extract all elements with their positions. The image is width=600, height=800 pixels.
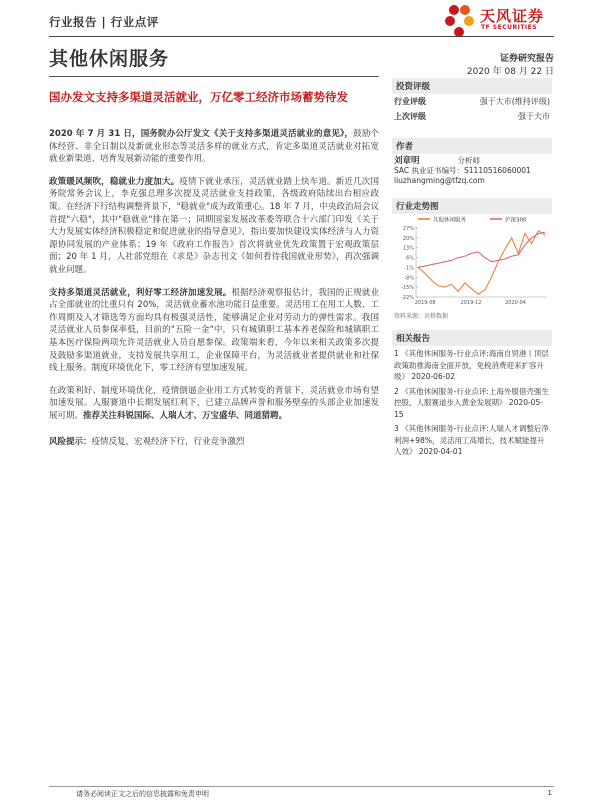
report-date: 2020 年 08 月 22 日 — [466, 67, 554, 77]
paragraph-4 — [49, 385, 379, 423]
footer-rule — [49, 786, 554, 787]
paragraph-3 — [49, 287, 379, 375]
brand-logo — [442, 4, 557, 38]
trend-chart — [392, 214, 552, 309]
paragraph-2-text: 疫情下就业承压，灵活就业踏上快车道。新近几次国务院常务会议上，李克强总理多次提及灵活就业支持政策，各级政府陆续出台相应政策。在经济下行结构调整背景下，"稳就业"成为政策重心。18 年 7 月，中央政治局会议首提"六稳"，其中"稳就业"排在第一；同期国家发展改革委等联合十六部门印发《关于大力发展实体经济积极稳定和促进就业的指导意见》，指出要加快建设实体经济与人力资源协同发展的产业体系；19 年《政府工作报告》首次将就业优先政策置于宏观政策层面；20 年 1 月，人社部党组在《求是》杂志刊文《如何看待我国就业形势》，再次强调就业问题。 — [49, 176, 379, 275]
series-line — [418, 232, 545, 267]
x-tick-label: 2019-08 — [414, 300, 436, 306]
tf-logo-icon — [442, 4, 478, 38]
risk-label: 风险提示： — [49, 437, 92, 448]
legend-label: 其他休闲服务 — [433, 217, 467, 224]
rating-value: 强于大市(维持评级) — [479, 97, 550, 106]
paragraph-1-text: 鼓励个体经营、非全日制以及新就业形态等灵活多样的就业方式，肯定多渠道灵活就业对拓宽就业新渠道、培育发展新动能的重要作用。 — [49, 129, 379, 165]
series-line — [418, 231, 545, 294]
related-report-item[interactable]: 2 《其他休闲服务-行业点评:上海外服借壳强生控股，人服赛道步入黄金发展期》 2020-05-15 — [394, 386, 549, 419]
chart-source: 资料来源：贝格数据 — [394, 313, 449, 320]
author-block — [392, 154, 552, 188]
author-email[interactable]: liuzhangming@tfzq.com — [394, 176, 485, 185]
rating-value: 强于大市 — [518, 112, 550, 121]
legend-label: 沪深300 — [505, 217, 527, 224]
y-tick-label: 27% — [402, 226, 414, 232]
sidebar — [392, 78, 552, 463]
report-category: 行业报告 | 行业点评 — [49, 15, 159, 29]
related-report-item[interactable]: 1 《其他休闲服务-行业点评:海南自贸港丨顶层政策助推海南全面开放，免税消费迎来扩容升级》 2020-06-02 — [394, 349, 549, 381]
related-section-title: 相关报告 — [392, 330, 552, 346]
subtitle: 国办发文支持多渠道灵活就业，万亿零工经济市场蓄势待发 — [49, 90, 348, 104]
brand-name-en: TF SECURITIES — [481, 24, 538, 31]
y-tick-label: 13% — [402, 245, 414, 252]
page-number: 1 — [547, 789, 552, 797]
trend-chart-svg — [392, 214, 552, 309]
main-body — [49, 128, 379, 459]
rating-row-previous — [392, 109, 552, 124]
related-report-item[interactable]: 3 《其他休闲服务-行业点评:人瑞人才调整后净利润+98%，灵活用工高增长，技术赋能提升人效》 2020-04-01 — [394, 424, 549, 456]
x-tick-label: 2019-12 — [460, 300, 482, 306]
risk-warning — [49, 436, 379, 449]
paragraph-2 — [49, 176, 379, 277]
paragraph-3-lead: 支持多渠道灵活就业，利好零工经济加速发展。 — [49, 287, 232, 298]
title-rule — [49, 76, 379, 77]
trend-section-title: 行业走势图 — [392, 198, 552, 214]
paragraph-4-text: 在政策利好、制度环境优化，疫情倒逼企业用工方式转变的背景下，灵活就业市场有望加速发展。人服赛道中长期发展红利下，已建立品牌声誉和服务壁垒的头部企业加速发展可期。 — [49, 385, 379, 421]
rating-row-industry — [392, 94, 552, 109]
paragraph-1-lead: 2020 年 7 月 31 日，国务院办公厅发文《关于支持多渠道灵活就业的意见》， — [49, 129, 354, 139]
page-title: 其他休闲服务 — [49, 48, 170, 70]
y-tick-label: 20% — [402, 235, 414, 242]
rating-section-title: 投资评级 — [392, 78, 552, 94]
y-tick-label: -22% — [401, 295, 414, 301]
rating-key: 行业评级 — [394, 97, 426, 106]
y-tick-label: 6% — [406, 255, 414, 262]
author-cert: SAC 执业证书编号：S1110516060001 — [394, 166, 531, 175]
brand-name: 天风证券 — [480, 7, 545, 25]
header-rule — [49, 36, 554, 37]
y-tick-label: -8% — [404, 275, 414, 282]
y-tick-label: -15% — [401, 285, 414, 292]
risk-text: 疫情反复，宏观经济下行，行业竞争激烈 — [91, 437, 245, 448]
footer-disclaimer: 请务必阅读正文之后的信息披露和免责申明 — [76, 790, 209, 798]
paragraph-1 — [49, 128, 379, 166]
author-section-title: 作者 — [392, 138, 552, 154]
related-reports — [392, 346, 552, 463]
x-tick-label: 2020-04 — [505, 300, 527, 306]
author-role: 分析师 — [457, 156, 481, 165]
author-name: 刘章明 — [394, 156, 420, 166]
paragraph-2-lead: 政策暖风频吹，稳就业力度加大。 — [49, 176, 180, 187]
paragraph-4-recommendation: 推荐关注科锐国际、人瑞人才、万宝盛华、同道猎聘。 — [83, 410, 288, 421]
report-type: 证券研究报告 — [499, 54, 554, 64]
rating-key: 上次评级 — [394, 112, 426, 121]
paragraph-3-text: 根据经济观察报估计，我国的正规就业占全部就业的比重只有 20%，灵活就业蓄水池功能日益重要。灵活用工在用工人数、工作周期及人才筛选等方面均具有极强灵活性，能够满足企业对劳动力的弹性需求。我国灵活就业人员参保率低，目前的"五险一金"中，只有城镇职工基本养老保险和城镇职工基本医疗保险两项允许灵活就业人员自愿参保。政策端来看，今年以来相关政策多次提及鼓励多渠道就业，支持发展共享用工，企业保障平台，为灵活就业者提供就业和社保线上服务。制度环境优化下，零工经济有望加速发展。 — [49, 287, 379, 374]
y-tick-label: -1% — [404, 265, 414, 272]
